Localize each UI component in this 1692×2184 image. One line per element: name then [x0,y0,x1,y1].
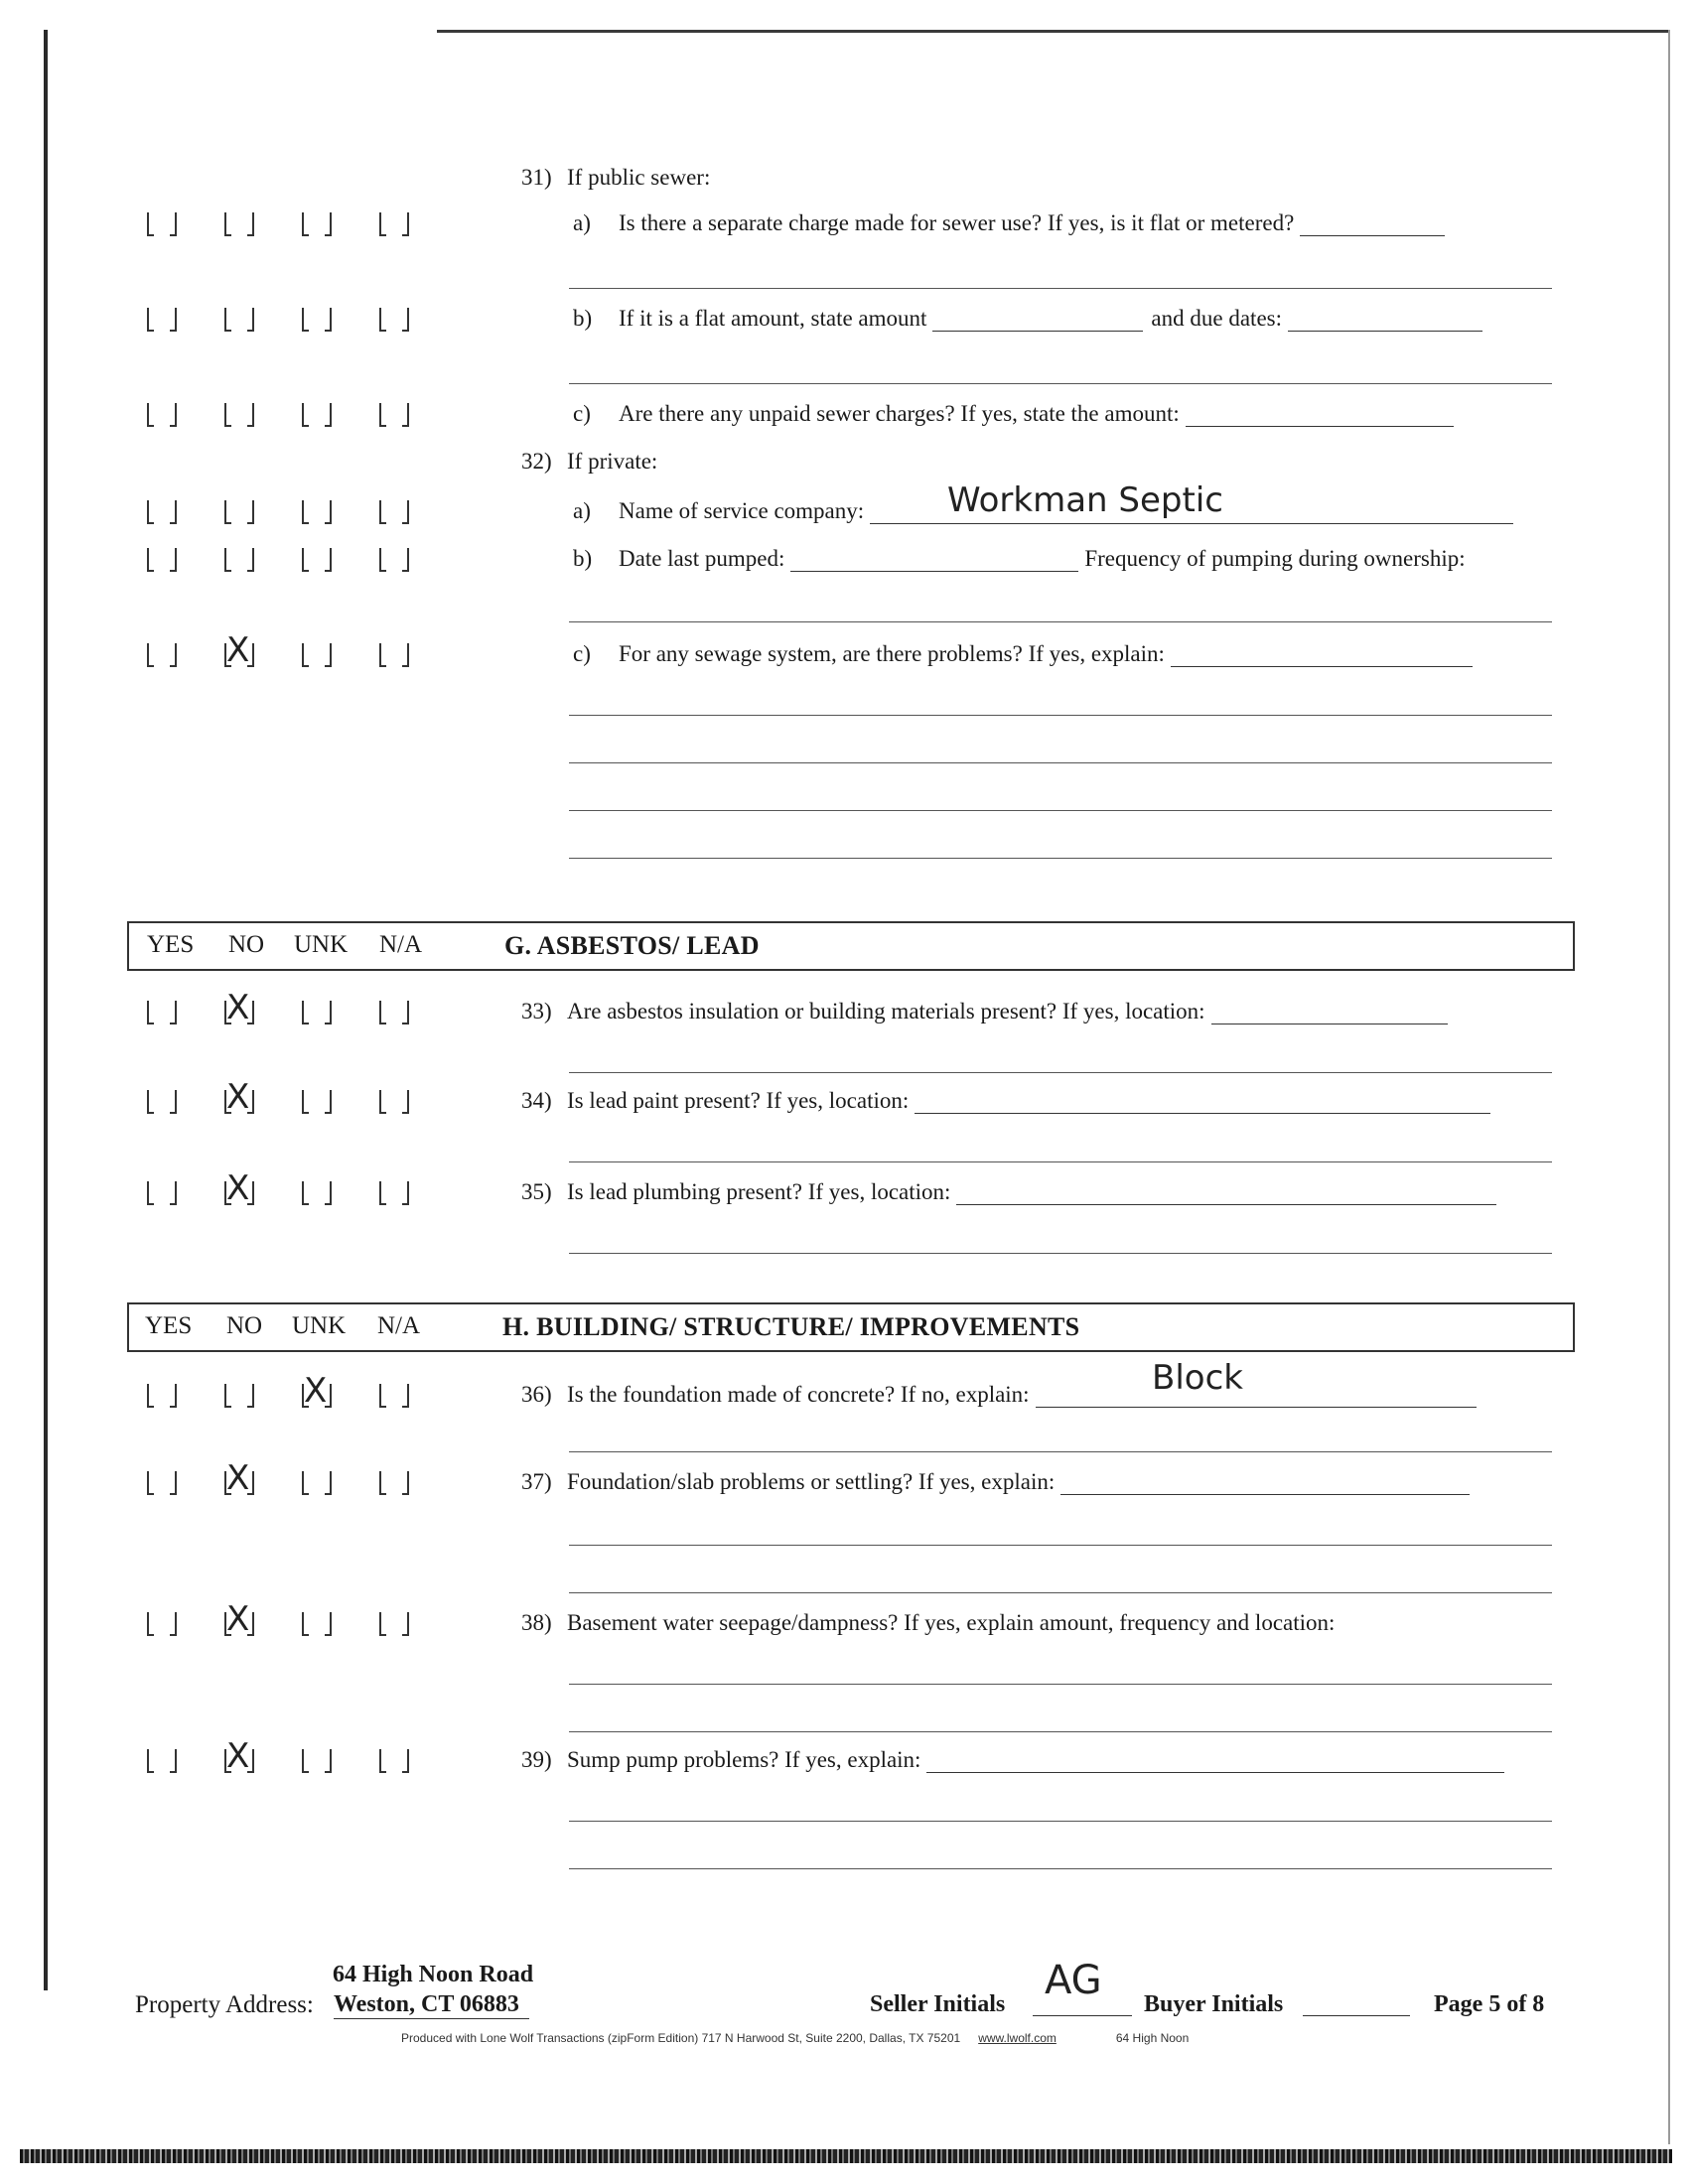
seller-initials-signature: AG [1045,1958,1102,2003]
question-text: Is lead paint present? If yes, location: [567,1088,910,1113]
checkbox-na[interactable] [379,1749,409,1771]
sub-letter: a) [573,498,591,523]
column-no-label: NO [226,1312,263,1339]
checkbox-na[interactable] [379,403,409,425]
page-number: Page 5 of 8 [1434,1991,1545,2017]
produced-text: Produced with Lone Wolf Transactions (zipForm Edition) 717 N Harwood St, Suite 2200, Dallas, TX 75201 [401,2031,961,2045]
answer-line [569,1545,1552,1546]
sub-letter: b) [573,546,593,571]
answer-blank[interactable] [1186,404,1454,427]
checkbox-unk[interactable] [302,643,332,665]
checkbox-yes[interactable] [147,1612,177,1634]
question-text-2: and due dates: [1151,306,1282,331]
explain-blank[interactable] [926,1750,1504,1773]
question-number: 38) [521,1610,552,1635]
answer-line [569,1161,1552,1162]
sub-letter: c) [573,401,591,426]
checkbox-unk[interactable] [302,308,332,330]
question-text: Basement water seepage/dampness? If yes, explain amount, frequency and location: [567,1610,1336,1635]
question-text: For any sewage system, are there problems? If yes, explain: [619,641,1165,666]
column-no-label: NO [228,931,265,958]
checkbox-na[interactable] [379,1181,409,1203]
checkbox-na[interactable] [379,500,409,522]
question-number: 31) [521,165,552,190]
checkbox-na[interactable] [379,1001,409,1023]
answer-line [569,1868,1552,1869]
checkbox-yes[interactable] [147,1384,177,1406]
checkbox-na[interactable] [379,643,409,665]
checkmark: X [226,1736,250,1776]
explain-blank[interactable] [1060,1472,1470,1495]
checkbox-no[interactable] [224,212,254,234]
location-blank[interactable] [956,1182,1496,1205]
sub-letter: c) [573,641,591,666]
question-text: Name of service company: [619,498,865,523]
checkbox-unk[interactable] [302,1471,332,1493]
checkbox-unk[interactable] [302,1612,332,1634]
checkbox-unk[interactable] [302,1371,332,1411]
question-text: If it is a flat amount, state amount [619,306,927,331]
answer-line [569,1592,1552,1593]
answer-blank[interactable] [1171,644,1473,667]
checkbox-no[interactable] [224,1599,254,1639]
produced-with-footer [401,2031,1189,2045]
checkmark: X [226,1599,250,1639]
checkbox-unk[interactable] [302,212,332,234]
property-address-line2: Weston, CT 06883 [334,1991,529,2019]
seller-initials-line[interactable] [1033,2015,1132,2016]
question-text: Date last pumped: [619,546,785,571]
answer-line [569,858,1552,859]
checkbox-yes[interactable] [147,548,177,570]
checkbox-no[interactable] [224,1736,254,1776]
checkbox-unk[interactable] [302,1090,332,1112]
question-text: Are asbestos insulation or building materials present? If yes, location: [567,999,1205,1024]
foundation-answer: Block [1152,1358,1243,1398]
answer-line [569,1072,1552,1073]
section-g-header [127,921,1575,971]
checkbox-no[interactable] [224,988,254,1027]
due-dates-blank[interactable] [1288,309,1482,332]
checkbox-na[interactable] [379,548,409,570]
checkbox-na[interactable] [379,212,409,234]
page-border-right [1668,30,1670,2144]
answer-line [569,715,1552,716]
checkbox-no[interactable] [224,308,254,330]
scan-artifact-strip [20,2149,1672,2163]
sub-letter: a) [573,210,591,235]
checkbox-na[interactable] [379,1612,409,1634]
question-text: Is there a separate charge made for sewer use? If yes, is it flat or metered? [619,210,1295,235]
answer-line [569,621,1552,622]
column-unk-label: UNK [294,931,349,958]
location-blank[interactable] [1211,1002,1448,1024]
checkbox-yes[interactable] [147,1181,177,1203]
amount-blank[interactable] [932,309,1143,332]
page-border-top [437,30,1668,33]
checkmark: X [226,630,250,670]
checkbox-yes[interactable] [147,500,177,522]
checkbox-yes[interactable] [147,1749,177,1771]
question-text: Is lead plumbing present? If yes, location: [567,1179,951,1204]
location-blank[interactable] [915,1091,1490,1114]
buyer-initials-line[interactable] [1303,2015,1410,2016]
checkbox-no[interactable] [224,1168,254,1208]
answer-line [569,1821,1552,1822]
seller-initials-label: Seller Initials [870,1991,1006,2017]
checkmark: X [226,1077,250,1117]
website-link[interactable]: www.lwolf.com [978,2031,1057,2045]
checkbox-unk[interactable] [302,1749,332,1771]
explain-blank[interactable] [1036,1385,1477,1408]
answer-line [569,383,1552,384]
question-number: 39) [521,1747,552,1772]
section-h-header [127,1302,1575,1352]
checkmark: X [226,1458,250,1498]
checkbox-no[interactable] [224,1077,254,1117]
service-company-answer: Workman Septic [947,480,1223,520]
question-number: 35) [521,1179,552,1204]
column-yes-label: YES [145,1312,193,1339]
checkbox-yes[interactable] [147,643,177,665]
sub-letter: b) [573,306,593,331]
answer-line [569,1684,1552,1685]
checkbox-no[interactable] [224,403,254,425]
question-number: 36) [521,1382,552,1407]
checkbox-na[interactable] [379,1090,409,1112]
answer-line [569,1451,1552,1452]
question-text: Foundation/slab problems or settling? If yes, explain: [567,1469,1056,1494]
property-address-label: Property Address: [135,1991,314,2018]
checkbox-na[interactable] [379,1384,409,1406]
section-title: G. ASBESTOS/ LEAD [504,931,760,960]
question-number: 34) [521,1088,552,1113]
checkbox-no[interactable] [224,630,254,670]
question-text-2: Frequency of pumping during ownership: [1084,546,1466,571]
answer-line [569,1253,1552,1254]
document-name: 64 High Noon [1115,2031,1190,2045]
column-yes-label: YES [147,931,195,958]
column-unk-label: UNK [292,1312,347,1339]
answer-blank[interactable] [1300,213,1445,236]
checkbox-yes[interactable] [147,1471,177,1493]
checkbox-no[interactable] [224,1458,254,1498]
question-text: Are there any unpaid sewer charges? If yes, state the amount: [619,401,1180,426]
answer-line [569,810,1552,811]
checkbox-unk[interactable] [302,500,332,522]
checkbox-unk[interactable] [302,1181,332,1203]
column-na-label: N/A [379,931,423,958]
answer-line [569,1731,1552,1732]
column-na-label: N/A [377,1312,421,1339]
checkmark: X [226,988,250,1027]
checkbox-no[interactable] [224,548,254,570]
date-pumped-blank[interactable] [790,549,1078,572]
checkbox-yes[interactable] [147,403,177,425]
checkbox-unk[interactable] [302,403,332,425]
checkbox-yes[interactable] [147,1001,177,1023]
question-number: 37) [521,1469,552,1494]
property-address-line1: 64 High Noon Road [333,1962,534,1987]
checkmark: X [304,1371,328,1411]
checkbox-unk[interactable] [302,1001,332,1023]
checkbox-yes[interactable] [147,308,177,330]
buyer-initials-label: Buyer Initials [1144,1991,1284,2017]
page-border-left [44,30,48,1990]
checkbox-no[interactable] [224,1384,254,1406]
question-text: Sump pump problems? If yes, explain: [567,1747,921,1772]
checkmark: X [226,1168,250,1208]
checkbox-yes[interactable] [147,1090,177,1112]
question-text: If private: [567,449,658,474]
question-text: If public sewer: [567,165,711,190]
question-text: Is the foundation made of concrete? If no, explain: [567,1382,1030,1407]
checkbox-yes[interactable] [147,212,177,234]
answer-line [569,762,1552,763]
answer-line [569,288,1552,289]
question-number: 32) [521,449,552,474]
checkbox-unk[interactable] [302,548,332,570]
question-number: 33) [521,999,552,1024]
checkbox-na[interactable] [379,1471,409,1493]
checkbox-no[interactable] [224,500,254,522]
checkbox-na[interactable] [379,308,409,330]
section-title: H. BUILDING/ STRUCTURE/ IMPROVEMENTS [502,1312,1080,1341]
